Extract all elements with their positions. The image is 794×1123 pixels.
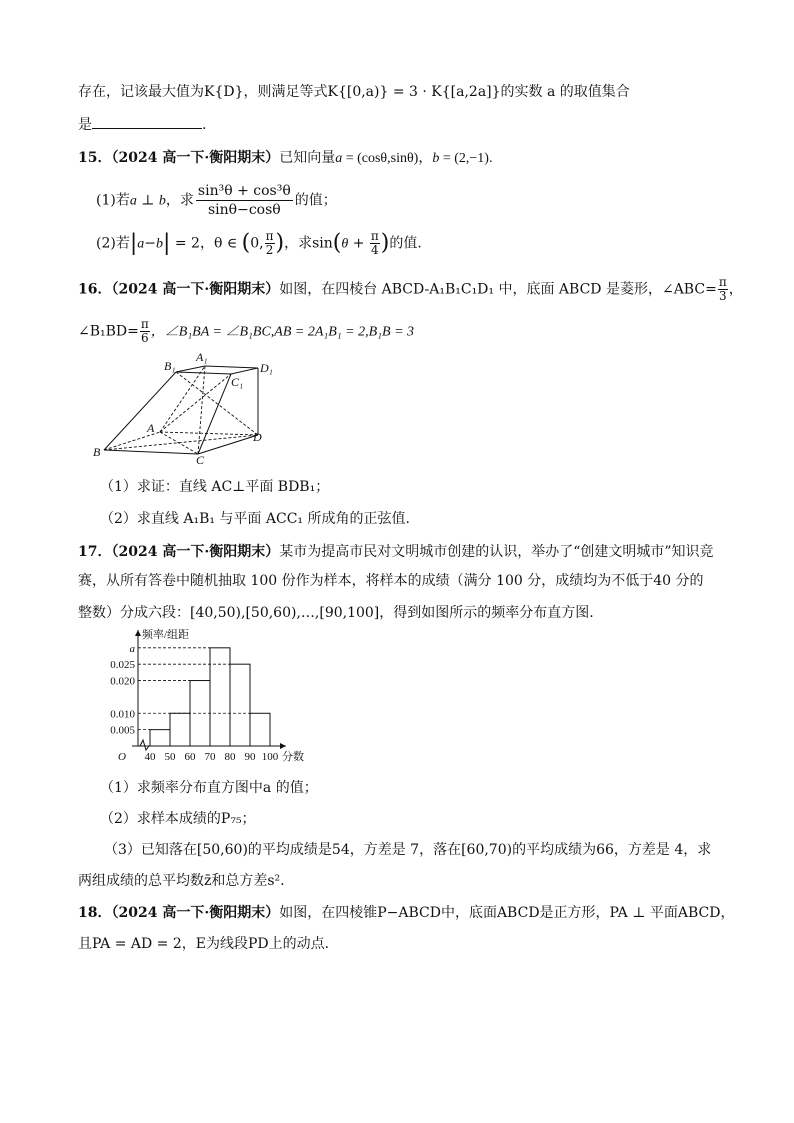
q15-p1-a: (1)若 — [96, 192, 130, 209]
y-tick-label: a — [129, 642, 135, 655]
q17-part3-line2: 两组成绩的总平均数z̄和总方差s². — [78, 873, 285, 889]
histogram-bar — [230, 664, 250, 746]
q18-source: （2024 高一下·衡阳期末） — [111, 905, 280, 921]
x-tick-label: 60 — [184, 751, 196, 763]
prev-question-answer-line: 是 . — [78, 114, 206, 135]
den-6: 6 — [141, 331, 149, 345]
q15-p1-numerator: sin³θ + cos³θ — [197, 183, 291, 199]
y-tick-label: 0.005 — [110, 724, 135, 737]
q16-part2: （2）求直线 A₁B₁ 与平面 ACC₁ 所成角的正弦值. — [100, 511, 410, 527]
q15-part2: (2)若|a−b| = 2，θ ∈ (0, $\frac{\pi}{2}$ )，求sin(θ + $\frac{\pi}{4}$ )的值. — [96, 229, 422, 257]
q15-p2-a: (2)若 — [96, 235, 130, 252]
q16-stem-line2 — [78, 318, 414, 345]
den-3: 3 — [718, 289, 727, 303]
q16-line2-b: ，∠B₁BA = ∠B₁BC,AB = 2A₁B₁ = 2,B₁B = 3 — [150, 324, 415, 340]
origin-label: O — [118, 751, 126, 763]
q15-p2-vec-a: a — [137, 236, 145, 252]
q15-p1-vec-a: a — [129, 193, 137, 209]
prev-question-label: 是 — [78, 117, 92, 133]
q15-p2-c: ，求sin — [284, 235, 333, 252]
q15-p1-c: ，求 — [165, 192, 194, 209]
x-tick-label: 70 — [204, 751, 216, 763]
histogram-bar — [210, 648, 230, 746]
q15-p2-vec-b: b — [156, 236, 163, 252]
label-c1: C₁ — [231, 375, 244, 389]
histogram-bar — [170, 713, 190, 746]
vector-b: b — [432, 151, 440, 166]
q17-line3: 整数）分成六段：[40,50),[50,60),…,[90,100]，得到如图所示的频率分布直方图. — [78, 605, 594, 621]
q15-p1-perp: ⊥ — [136, 192, 159, 209]
label-b: B — [93, 445, 101, 459]
frustum-figure — [88, 346, 288, 464]
q15-p1-fraction — [196, 182, 293, 219]
q16-pi-over-3 — [718, 276, 728, 303]
q16-line2-a: ∠B₁BD= — [78, 323, 139, 340]
q16-source: （2024 高一下·衡阳期末） — [111, 281, 280, 298]
q17-part1: （1）求频率分布直方图中a 的值； — [100, 780, 318, 796]
q17-line1: 某市为提高市民对文明城市创建的认识，举办了“创建文明城市”知识竞 — [279, 544, 714, 560]
q18-line2: 且PA = AD = 2，E为线段PD上的动点. — [78, 936, 330, 952]
q17-part3-line1: （3）已知落在[50,60)的平均成绩是54，方差是 7，落在[60,70)的平均成绩为66，方差是 4，求 — [104, 842, 712, 858]
x-axis-arrow — [280, 743, 286, 749]
y-tick-label: 0.010 — [110, 708, 135, 721]
y-tick-label: 0.020 — [110, 675, 135, 688]
q15-part1 — [96, 182, 337, 219]
pi-num-1: π — [265, 229, 274, 243]
y-axis-arrow — [135, 630, 141, 636]
y-tick-label: 0.025 — [110, 659, 135, 672]
x-tick-label: 100 — [261, 751, 279, 763]
q16-number: 16． — [78, 281, 112, 298]
q15-source: （2024 高一下·衡阳期末） — [111, 150, 280, 166]
q16-stem-text: 如图，在四棱台 ABCD-A₁B₁C₁D₁ 中，底面 ABCD 是菱形，∠ABC= — [279, 281, 717, 298]
y-axis-title: 频率/组距 — [142, 629, 190, 641]
q18-line1: 如图，在四棱锥P−ABCD中，底面ABCD是正方形，PA ⊥ 平面ABCD， — [279, 905, 735, 921]
q15-number: 15． — [78, 150, 112, 166]
q17-part2: （2）求样本成绩的P₇₅； — [100, 811, 256, 827]
q15-p1-denominator: sinθ−cosθ — [207, 202, 281, 218]
q15-stem-c: = (2,−1). — [439, 151, 493, 166]
label-a: A — [147, 421, 155, 435]
q15-stem-a: 已知向量 — [279, 150, 336, 166]
label-a1: A₁ — [196, 350, 208, 364]
pi-num-2: π — [370, 229, 379, 243]
label-c: C — [196, 453, 205, 464]
q15-p2-b: = 2，θ ∈ — [170, 235, 242, 252]
x-tick-label: 50 — [164, 751, 176, 763]
label-d: D — [253, 430, 262, 444]
pi-num-3: π — [718, 275, 727, 289]
vector-a: a — [335, 151, 343, 166]
q18-number: 18． — [78, 905, 112, 921]
q15-p1-d: 的值； — [294, 192, 337, 209]
histogram-bar — [150, 730, 170, 746]
q16-stem: 16．（2024 高一下·衡阳期末）如图，在四棱台 ABCD-A₁B₁C₁D₁ 中，底面 ABCD 是菱形，∠ABC= $\frac{\pi}{3}$ ， — [78, 275, 743, 303]
answer-blank — [92, 114, 202, 129]
prev-question-line: 存在，记该最大值为K{D}，则满足等式K{[0,a)} = 3 · K{[a,2a]}的实数 a 的取值集合 — [78, 84, 630, 100]
pi-num-4: π — [140, 317, 149, 331]
q15-p1-vec-b: b — [158, 193, 166, 209]
q15-stem-b: = (cosθ,sinθ)， — [342, 151, 433, 166]
axis-break — [140, 740, 149, 750]
q15-pi-over-4: $\frac{\pi}{4}$ — [370, 229, 379, 257]
x-tick-label: 40 — [144, 751, 156, 763]
q16-pi-over-6 — [140, 318, 150, 345]
q17-number: 17． — [78, 544, 112, 560]
q17-line2: 赛，从所有答卷中随机抽取 100 份作为样本，将样本的成绩（满分 100 分，成绩均为不低于40 分的 — [78, 573, 704, 589]
q15-pi-over-2: $\frac{\pi}{2}$ — [265, 229, 274, 257]
label-b1: B₁ — [164, 359, 176, 373]
q17-source: （2024 高一下·衡阳期末） — [111, 544, 280, 560]
x-tick-label: 90 — [244, 751, 256, 763]
q15-p2-d: 的值. — [389, 235, 422, 252]
label-d1: D₁ — [260, 361, 273, 375]
histogram-bar — [250, 713, 270, 746]
frequency-histogram — [88, 626, 328, 772]
x-tick-label: 80 — [224, 751, 236, 763]
q15-stem — [78, 148, 492, 169]
x-axis-title: 分数 — [282, 751, 304, 763]
q16-part1: （1）求证：直线 AC⊥平面 BDB₁； — [100, 479, 330, 495]
q18-stem — [78, 903, 734, 923]
q17-stem — [78, 542, 714, 562]
